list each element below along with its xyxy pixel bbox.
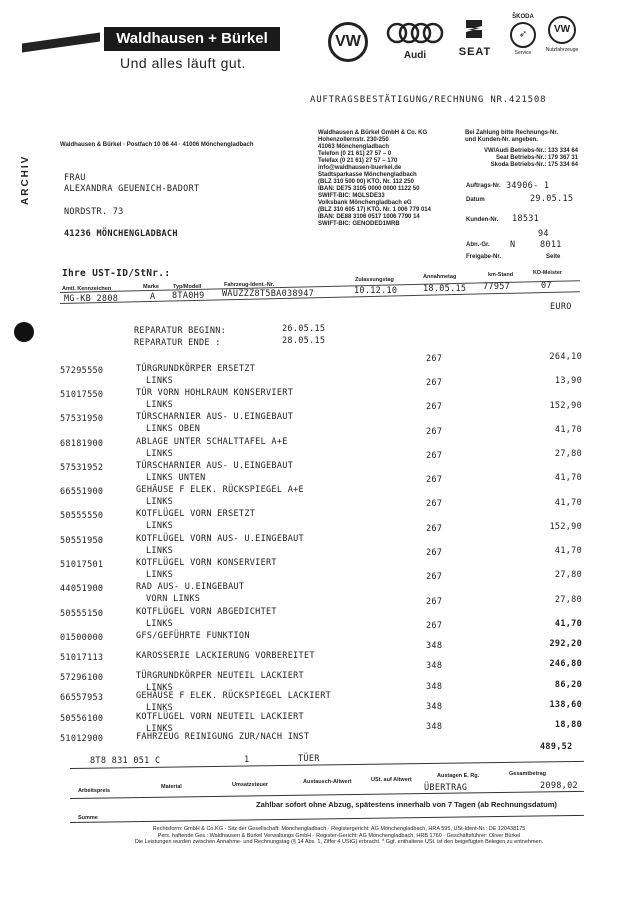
item-desc: TÜRSCHARNIER AUS- U.EINGEBAUT: [136, 460, 294, 471]
item-amount: 27,80: [554, 449, 582, 459]
skoda-icon: ➶: [510, 22, 536, 48]
brand-name: Waldhausen + Bürkel: [116, 30, 268, 47]
vehicle-value: 8TA0H9: [172, 291, 205, 301]
item-desc: KOTFLÜGEL VORN KONSERVIERT: [136, 557, 277, 568]
datum-value: 29.05.15: [530, 194, 574, 204]
item-amount: 86,20: [554, 679, 582, 690]
footer-col: Arbeitspreis: [78, 788, 111, 794]
vehicle-header: KD-Meister: [533, 270, 563, 276]
ust-label: Ihre UST-ID/StNr.:: [62, 268, 171, 279]
table-row: [0, 720, 631, 744]
item-code: 267: [426, 354, 443, 364]
footer-line: [70, 815, 584, 823]
item-nr: 51017113: [60, 652, 104, 663]
repair-end-label: REPARATUR ENDE :: [134, 338, 221, 348]
item-code: 267: [426, 475, 443, 486]
item-desc2: LINKS OBEN: [146, 424, 201, 435]
recipient-name: ALEXANDRA GEUENICH-BADORT: [64, 184, 200, 194]
company-block: Waldhausen & Bürkel GmbH & Co. KG Hohenzollernstr. 230-250 41063 Mönchengladbach Telefon (0 21 61) 27 57 – 0 Telefax (0 21 61) 27 57 – 170 info@waldhausen-buerkel.de Stadtsparkasse Mönchengladbach (BLZ 310 500 00) KTO. Nr. 112 250 IBAN: DE75 3105 0000 0000 1122 50 SWIFT-BIC: MGLSDE33 Volksbank Mönchengladbach eG (BLZ 310 605 17) KTO. Nr. 1 006 779 014 IBAN: DE88 3106 0517 1006 7790 14 SWIFT-BIC: GENODED1MRB: [318, 130, 431, 227]
item-desc2: LINKS: [146, 723, 174, 734]
item-desc2: LINKS: [146, 497, 174, 508]
footer-col: Austausch-Altwert: [303, 779, 352, 785]
recipient-city: 41236 MÖNCHENGLADBACH: [64, 229, 178, 239]
item-nr: 44051900: [60, 584, 104, 595]
item-code: 267: [426, 596, 443, 607]
vehicle-header: Fahrzeug-Ident.-Nr.: [224, 282, 275, 288]
item-desc2: LINKS: [146, 545, 174, 556]
brand-slogan: Und alles läuft gut.: [120, 55, 246, 71]
vehicle-header: Zulassungstag: [355, 277, 394, 283]
item-desc: KOTFLÜGEL VORN ABGEDICHTET: [136, 606, 277, 617]
abn-number: 8011: [540, 240, 562, 250]
freigabe-label: Freigabe-Nr.: [466, 254, 502, 260]
vw-nutzfahrzeuge-icon: VW: [548, 16, 576, 44]
uebertrag-label: ÜBERTRAG: [424, 783, 468, 793]
item-code: 267: [426, 572, 443, 583]
item-nr: 66551900: [60, 487, 104, 498]
item-amount: 41,70: [554, 546, 582, 556]
vehicle-value: WAUZZZ8T5BA038947: [222, 289, 315, 299]
vehicle-row-line: [60, 291, 580, 304]
table-row: [0, 618, 631, 643]
recipient-salutation: FRAU: [64, 173, 86, 183]
vehicle-value: 07: [541, 281, 552, 291]
item-nr: 01500000: [60, 632, 104, 643]
part-desc: TÜER: [298, 754, 320, 764]
skoda-label: ŠKODA: [512, 14, 534, 20]
item-desc2: LINKS: [146, 400, 174, 411]
sender-line: Waldhausen & Bürkel · Postfach 10 06 44 · 41006 Mönchengladbach: [60, 142, 254, 148]
item-desc2: LINKS: [146, 703, 174, 714]
abn-value: N: [510, 240, 516, 250]
item-desc2: LINKS: [146, 618, 174, 629]
item-nr: 57296100: [60, 673, 104, 684]
item-desc: GEHÄUSE F ELEK. RÜCKSPIEGEL A+E: [136, 485, 304, 496]
footer-col: USt. auf Altwert: [371, 777, 412, 783]
vehicle-value: MG-KB 2808: [64, 294, 119, 304]
item-desc2: VORN LINKS: [146, 594, 201, 605]
item-amount: 292,20: [549, 639, 582, 649]
summe-label: Summe: [78, 815, 98, 821]
payment-terms: Zahlbar sofort ohne Abzug, spätestens innerhalb von 7 Tagen (ab Rechnungsdatum): [256, 800, 557, 809]
footer-col: Austagen E. Rg.: [437, 773, 480, 779]
item-amount: 27,80: [554, 570, 582, 581]
datum-label: Datum: [466, 197, 485, 203]
item-nr: 51017501: [60, 559, 104, 570]
item-desc: ABLAGE UNTER SCHALTTAFEL A+E: [136, 436, 288, 447]
footer-line: [70, 791, 584, 799]
audi-rings-icon: [385, 22, 445, 46]
payment-note: Bei Zahlung bitte Rechnungs-Nr. und Kunden-Nr. angeben.: [465, 130, 559, 143]
item-desc: KOTFLÜGEL VORN NEUTEIL LACKIERT: [136, 711, 304, 722]
nutzfahrzeuge-label: Nutzfahrzeuge: [545, 47, 579, 53]
item-desc2: LINKS: [146, 683, 174, 694]
item-code: 348: [426, 640, 443, 651]
item-desc: GFS/GEFÜHRTE FUNKTION: [136, 630, 250, 641]
item-desc: TÜR VORN HOHLRAUM KONSERVIERT: [136, 388, 294, 399]
seite-label: Seite: [546, 254, 561, 260]
part-amount: 489,52: [540, 742, 573, 752]
item-desc2: LINKS: [146, 569, 174, 580]
item-amount: 41,70: [554, 424, 582, 435]
item-desc: GEHÄUSE F ELEK. RÜCKSPIEGEL LACKIERT: [136, 691, 332, 702]
betriebs-nr: VW/Audi Betriebs-Nr.: 133 334 64 Seat Betriebs-Nr.: 179 367 31 Skoda Betriebs-Nr.: 175 334 64: [483, 148, 578, 168]
blank-value: 94: [538, 229, 549, 239]
legal-text: Rechtsform: GmbH & Co.KG · Sitz der Gesellschaft: Mönchengladbach · Registergericht: AG Mönchengladbach, HRA 595, USt-Ident-Nr.: DE 120438175 Pers. haftende Ges.: Waldhausen & Bürkel Verwaltungs GmbH · Register-Gericht: AG Mönchengladbach, HRB 1760 · Geschäftsführer: Oliver Bürkel Die Leistungen wurden zwischen Annahme- und Rechnungstag (§ 14 Abs. 1, Ziffer 4 UStG) erbracht. * Ggf. enthaltene USt. ist den beigefügten Belegen zu entnehmen.: [134, 826, 544, 845]
item-amount: 152,90: [549, 521, 582, 532]
item-desc: KOTFLÜGEL VORN ERSETZT: [136, 509, 256, 520]
abn-label: Abn.-Gr.: [466, 242, 490, 248]
brand-stripe: [22, 33, 100, 53]
doc-title: AUFTRAGSBESTÄTIGUNG/RECHNUNG NR.421508: [310, 95, 547, 105]
item-nr: 51012900: [60, 733, 104, 744]
vehicle-header: Typ/Modell: [173, 284, 202, 290]
item-nr: 57531952: [60, 462, 104, 473]
item-desc: TÜRGRUNDKÖRPER ERSETZT: [136, 364, 256, 374]
side-label: ARCHIV: [20, 154, 31, 205]
auftrag-value: 34906- 1: [506, 181, 550, 191]
seat-label: SEAT: [458, 46, 492, 58]
vehicle-header: Marke: [143, 284, 159, 290]
item-desc: RAD AUS- U.EINGEBAUT: [136, 582, 245, 593]
total-amount: 2098,02: [540, 781, 578, 791]
item-desc2: LINKS: [146, 376, 174, 386]
item-nr: 57531950: [60, 414, 104, 425]
footer-col: Gesamtbetrag: [509, 771, 546, 777]
item-code: 267: [426, 378, 443, 389]
item-code: 348: [426, 661, 443, 672]
skoda-service-label: Service: [514, 50, 532, 56]
item-amount: 41,70: [554, 497, 582, 508]
item-amount: 138,60: [549, 699, 582, 710]
hole-punch: [14, 322, 34, 342]
item-code: 348: [426, 722, 443, 732]
currency-label: EURO: [550, 302, 572, 312]
item-nr: 57295550: [60, 366, 104, 376]
vehicle-value: A: [150, 292, 156, 302]
item-amount: 264,10: [549, 352, 582, 362]
item-amount: 27,80: [554, 594, 582, 605]
item-amount: 41,70: [554, 618, 582, 629]
footer-col: Material: [161, 784, 182, 790]
vehicle-header: km-Stand: [488, 272, 514, 278]
recipient-street: NORDSTR. 73: [64, 207, 124, 217]
item-desc: KAROSSERIE LACKIERUNG VORBEREITET: [136, 650, 315, 661]
item-desc2: LINKS: [146, 448, 174, 459]
kunden-value: 18531: [512, 214, 540, 224]
repair-end-value: 28.05.15: [282, 336, 326, 346]
item-desc2: LINKS UNTEN: [146, 472, 206, 483]
vehicle-header: Amtl. Kennzeichen: [62, 286, 112, 292]
item-code: 267: [426, 499, 443, 510]
item-desc: TÜRGRUNDKÖRPER NEUTEIL LACKIERT: [136, 671, 304, 682]
item-desc: FAHRZEUG REINIGUNG ZUR/NACH INST: [136, 731, 310, 742]
item-desc: TÜRSCHARNIER AUS- U.EINGEBAUT: [136, 412, 294, 423]
item-code: 267: [426, 620, 443, 631]
item-code: 267: [426, 450, 443, 461]
table-row: [0, 473, 631, 508]
footer-col: Umsatzsteuer: [232, 782, 269, 788]
kunden-label: Kunden-Nr.: [466, 217, 499, 223]
auftrag-label: Auftrags-Nr.: [466, 183, 501, 189]
audi-label: Audi: [403, 50, 427, 61]
part-nr: 8T8 831 051 C: [90, 756, 161, 766]
item-nr: 51017550: [60, 390, 104, 401]
item-nr: 50556100: [60, 713, 104, 724]
item-amount: 13,90: [554, 376, 582, 387]
item-code: 267: [426, 426, 443, 437]
vehicle-value: 77957: [483, 282, 511, 292]
vehicle-value: 18.05.15: [423, 284, 467, 294]
item-amount: 41,70: [554, 473, 582, 484]
item-nr: 68181900: [60, 438, 104, 449]
item-desc2: LINKS: [146, 521, 174, 532]
item-amount: 246,80: [549, 659, 582, 670]
item-code: 348: [426, 701, 443, 712]
item-code: 267: [426, 547, 443, 558]
vw-icon: VW: [328, 22, 368, 62]
item-code: 348: [426, 681, 443, 692]
table-row: [0, 639, 631, 663]
vehicle-header: Annahmetag: [423, 274, 457, 280]
brand-banner: [104, 27, 280, 51]
part-qty: 1: [244, 755, 250, 765]
vehicle-value: 10.12.10: [354, 286, 398, 296]
item-nr: 50555150: [60, 608, 104, 619]
repair-begin-value: 26.05.15: [282, 324, 326, 334]
seat-icon: [462, 18, 486, 40]
item-code: 267: [426, 523, 443, 534]
item-desc: KOTFLÜGEL VORN AUS- U.EINGEBAUT: [136, 533, 304, 544]
table-row: [0, 569, 631, 605]
item-nr: 50551950: [60, 535, 104, 546]
item-nr: 50555550: [60, 511, 104, 522]
repair-begin-label: REPARATUR BEGINN:: [134, 326, 227, 336]
item-nr: 66557953: [60, 693, 104, 704]
item-code: 267: [426, 402, 443, 413]
item-amount: 18,80: [554, 720, 582, 730]
item-amount: 152,90: [549, 400, 582, 411]
